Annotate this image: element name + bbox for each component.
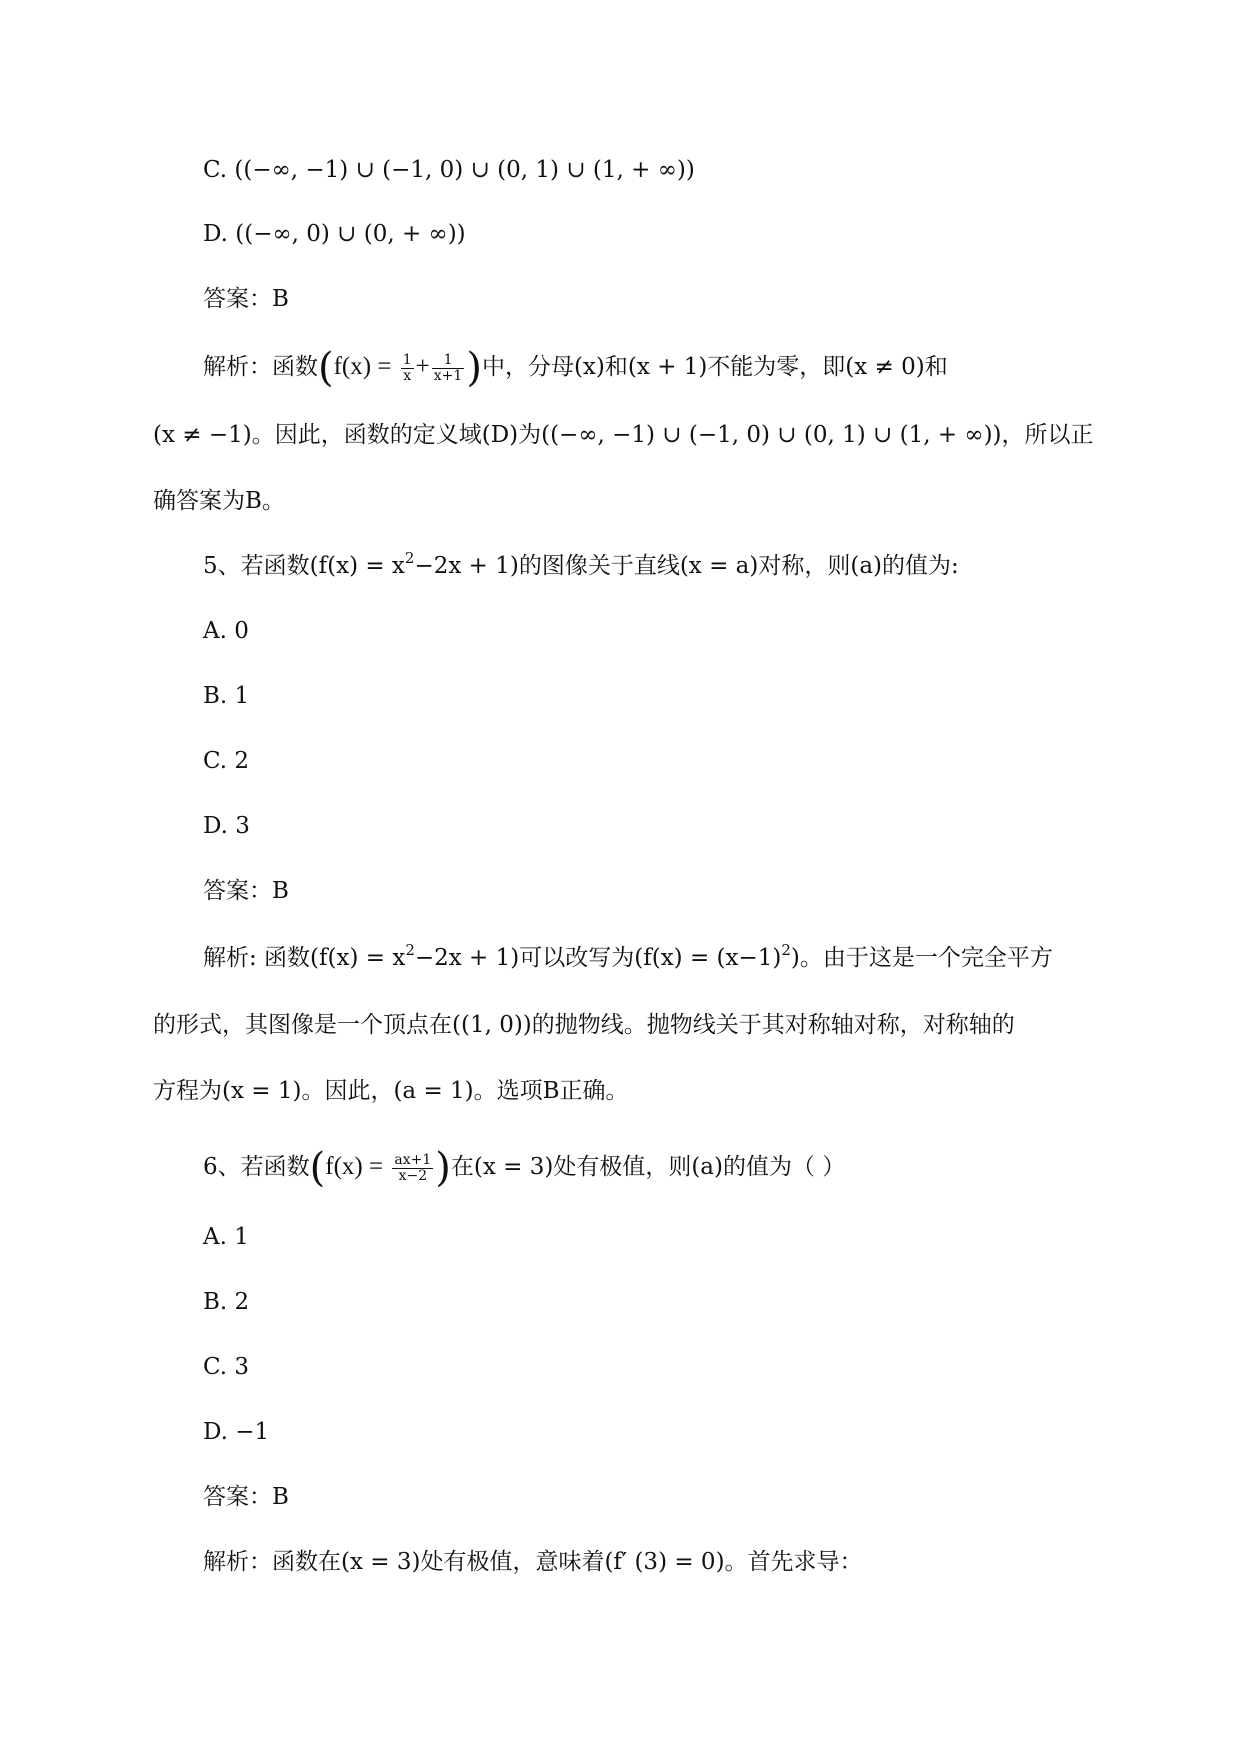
q6-stem-rest: 在(x = 3)处有极值，则(a)的值为（ ） — [450, 1154, 846, 1180]
q6-frac-numerator: ax+1 — [394, 1151, 432, 1168]
q4-frac1-numerator: 1 — [402, 351, 412, 368]
q5-stem-part-b: −2x + 1)的图像关于直线(x = a)对称，则(a)的值为: — [414, 553, 959, 579]
right-paren: ) — [466, 345, 482, 391]
q4-fraction-1 — [401, 353, 414, 384]
q4-plus-sign: + — [415, 353, 430, 380]
q5-analysis-part-a: 解析: 函数(f(x) = x — [203, 945, 406, 971]
q5-analysis-exponent-1: 2 — [405, 941, 415, 959]
q6-fraction — [392, 1153, 433, 1184]
q4-frac1-denominator: x — [403, 367, 412, 384]
q5-stem-part-a: 5、若函数(f(x) = x — [203, 553, 405, 579]
q5-stem-exponent: 2 — [404, 549, 415, 567]
left-paren: ( — [318, 345, 334, 391]
q6-option-a: A. 1 — [203, 1224, 249, 1250]
q4-option-d: D. ((−∞, 0) ∪ (0, + ∞)) — [203, 221, 466, 247]
q5-answer: 答案：B — [203, 878, 289, 904]
q6-option-b: B. 2 — [203, 1289, 250, 1315]
q4-fraction-2 — [432, 353, 465, 384]
q6-frac-denominator: x−2 — [398, 1167, 428, 1184]
q4-analysis-rest: 中，分母(x)和(x + 1)不能为零，即(x ≠ 0)和 — [481, 354, 948, 380]
q6-stem — [203, 1145, 846, 1191]
q5-analysis-part-b: −2x + 1)可以改写为(f(x) = (x−1) — [414, 945, 782, 971]
q5-analysis-line3: 方程为(x = 1)。因此，(a = 1)。选项B正确。 — [153, 1078, 629, 1104]
q4-answer: 答案：B — [203, 286, 289, 312]
q4-frac2-numerator: 1 — [432, 353, 465, 369]
q5-analysis-line2: 的形式，其图像是一个顶点在((1, 0))的抛物线。抛物线关于其对称轴对称，对称轴的 — [153, 1012, 1015, 1038]
q4-analysis-line1 — [203, 345, 948, 391]
right-paren: ) — [435, 1145, 451, 1191]
q6-analysis: 解析：函数在(x = 3)处有极值，意味着(f′ (3) = 0)。首先求导： — [203, 1549, 863, 1575]
q5-option-c: C. 2 — [203, 748, 250, 774]
q5-stem — [203, 549, 959, 583]
q5-option-d: D. 3 — [203, 813, 250, 839]
q4-analysis-line2: (x ≠ −1)。因此，函数的定义域(D)为((−∞, −1) ∪ (−1, 0) ∪ (0, 1) ∪ (1, + ∞))，所以正 — [153, 422, 1094, 448]
q4-analysis-line3: 确答案为B。 — [153, 488, 285, 514]
q5-option-a: A. 0 — [203, 618, 249, 644]
q5-option-b: B. 1 — [203, 683, 250, 709]
q6-stem-lead: 6、若函数 — [203, 1154, 310, 1180]
left-paren: ( — [309, 1145, 326, 1191]
q4-option-c: C. ((−∞, −1) ∪ (−1, 0) ∪ (0, 1) ∪ (1, + ∞)) — [203, 157, 695, 183]
q5-analysis-part-c: )。由于这是一个完全平方 — [790, 945, 1053, 971]
q6-option-c: C. 3 — [203, 1354, 250, 1380]
q6-option-d: D. −1 — [203, 1419, 270, 1445]
q6-answer: 答案：B — [203, 1484, 289, 1510]
q4-fx-label: f(x) = — [333, 353, 392, 380]
q4-frac2-denominator: x+1 — [433, 367, 463, 384]
q5-analysis-exponent-2: 2 — [781, 941, 791, 959]
q6-fx-label: f(x) = — [325, 1153, 384, 1180]
q5-analysis-line1 — [203, 941, 1053, 975]
q4-analysis-lead: 解析：函数 — [203, 354, 318, 380]
